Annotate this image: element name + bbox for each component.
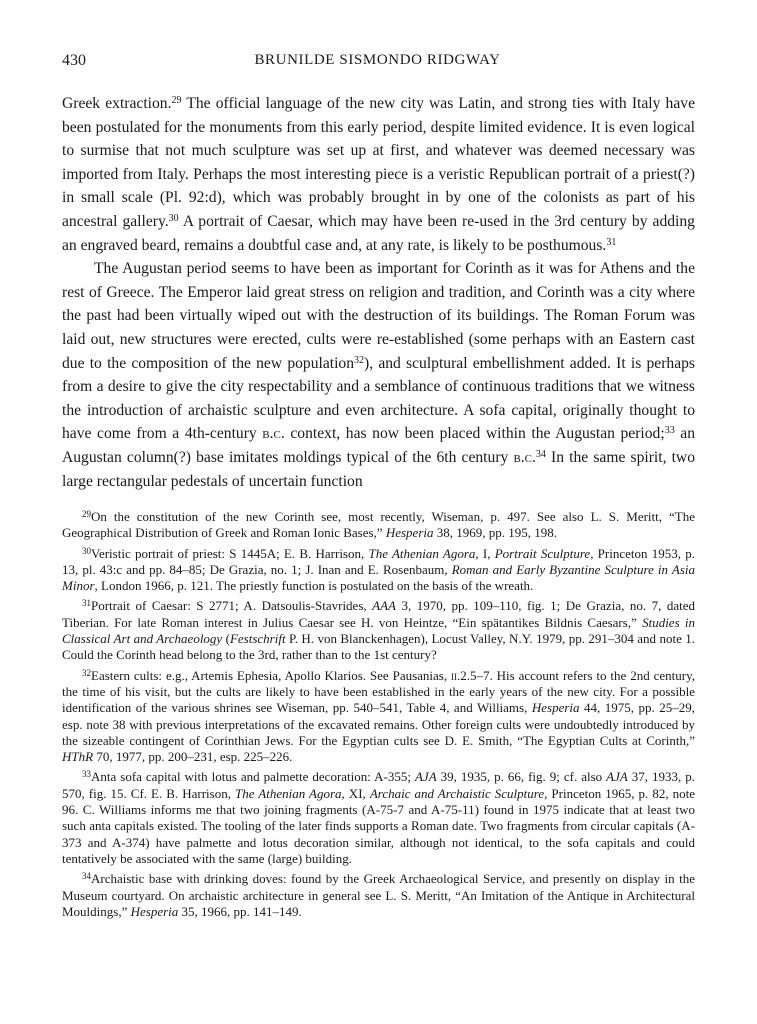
page-header (62, 52, 693, 76)
footnote-31: $^{31}$Portrait of Caesar: S 2771; A. Datsoulis-Stavrides, AAA 3, 1970, pp. 109–110, fig. 1; De Grazia, no. 7, dated Tiberian. For late Roman interest in Julius Caesar see H. von Heintze, “Ein spätantikes Bildnis Caesars,” Studies in Classical Art and Archaeology (Festschrift P. H. von Blanckenhagen), Locust Valley, N.Y. 1979, pp. 291–304 and note 1. Could the Corinth head belong to the 3rd, rather than to the 1st century? (62, 598, 695, 663)
footnote-ref-33[interactable]: 33 (664, 425, 675, 437)
body-paragraph-2: The Augustan period seems to have been as important for Corinth as it was for Athens and the rest of Greece. The Emperor laid great stress on religion and tradition, and Corinth was a city where the past had been virtually wiped out with the destruction of its buildings. The Roman Forum was laid out, new structures were erected, cults were re-established (some perhaps with an Eastern cast due to the composition of the new population$^{32}$), and sculptural embellishment added. It is perhaps from a desire to give the city respectability and a semblance of continuous traditions that we witness the introduction of archaistic sculpture and even architecture. A sofa capital, originally thought to have come from a 4th-century b.c. context, has now been placed within the Augustan period;$^{33}$ an Augustan column(?) base imitates moldings typical of the 6th century b.c.$^{34}$ In the same spirit, two large rectangular pedestals of uncertain function (62, 260, 695, 490)
footnote-ref-32[interactable]: 32 (354, 354, 365, 366)
main-text (62, 92, 695, 493)
footnote-33: $^{33}$Anta sofa capital with lotus and palmette decoration: A-355; AJA 39, 1935, p. 66, fig. 9; cf. also AJA 37, 1933, p. 570, fig. 15. Cf. E. B. Harrison, The Athenian Agora, XI, Archaic and Archaistic Sculpture, Princeton 1965, p. 82, note 96. C. Williams informs me that two joining fragments (A-75-7 and A-75-11) found in 1975 indicate that at least two such anta capitals existed. The tooling of the later finds supports a Roman date. Two fragments from circular capitals (A-373 and A-374) have palmette and lotus decoration similar, although not identical, to the sofa capitals and could tentatively be associated with the same (large) building. (62, 769, 696, 866)
footnote-ref-31[interactable]: 31 (606, 236, 617, 248)
footnote-32: $^{32}$Eastern cults: e.g., Artemis Ephesia, Apollo Klarios. See Pausanias, ii.2.5–7. His account refers to the 2nd century, the time of his visit, but the cults are likely to have been established in the early years of the new city. For a possible identification of the various shrines see Wiseman, pp. 540–541, Table 4, and Williams, Hesperia 44, 1975, pp. 25–29, esp. note 38 with previous interpretations of the excavated remains. Other foreign cults were undoubtedly introduced by the sizeable contingent of Corinthian Jews. For the Egyptian cults see D. E. Smith, “The Egyptian Cults at Corinth,” HThR 70, 1977, pp. 200–231, esp. 225–226. (62, 667, 696, 765)
body-paragraph-1: Greek extraction.$^{29}$ The official language of the new city was Latin, and strong ties with Italy have been postulated for the monuments from this early period, despite limited evidence. It is even logical to surmise that not much sculpture was set up at first, and whatever was deemed necessary was imported from Italy. Perhaps the most interesting piece is a veristic Republican portrait of a priest(?) in small scale (Pl. 92:d), which was probably brought in by one of the colonists as part of his ancestral gallery.$^{30}$ A portrait of Caesar, which may have been re-used in the 3rd century by adding an engraved beard, remains a doubtful case and, at any rate, is likely to be posthumous.$^{31}$ (62, 95, 695, 254)
footnote-34: $^{34}$Archaistic base with drinking doves: found by the Greek Archaeological Service, and presently on display in the Museum courtyard. On archaistic architecture in general see L. S. Meritt, “An Imitation of the Antique in Architectural Mouldings,” Hesperia 35, 1966, pp. 141–149. (62, 871, 695, 919)
footnote-ref-29[interactable]: 29 (171, 95, 182, 106)
footnote-29: $^{29}$On the constitution of the new Corinth see, most recently, Wiseman, p. 497. See also L. S. Meritt, “The Geographical Distribution of Greek and Roman Ionic Bases,” Hesperia 38, 1969, pp. 195, 198. (62, 509, 695, 541)
footnote-ref-34[interactable]: 34 (535, 448, 546, 460)
page-number: 430 (62, 52, 86, 69)
footnote-ref-30[interactable]: 30 (168, 212, 179, 224)
footnotes (62, 509, 695, 924)
footnote-30: $^{30}$Veristic portrait of priest: S 1445A; E. B. Harrison, The Athenian Agora, I, Portrait Sculpture, Princeton 1953, p. 13, pl. 43:c and pp. 84–85; De Grazia, no. 1; J. Inan and E. Rosenbaum, Roman and Early Byzantine Sculpture in Asia Minor, London 1966, p. 121. The priestly function is postulated on the basis of the wreath. (62, 545, 695, 594)
running-head: BRUNILDE SISMONDO RIDGWAY (254, 52, 501, 68)
